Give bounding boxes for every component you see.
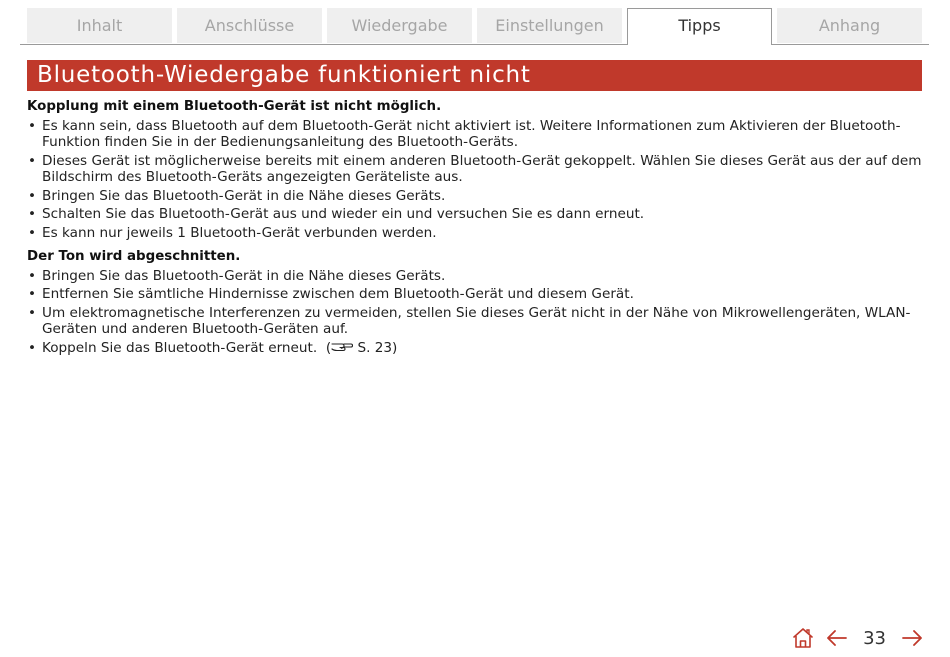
arrow-right-icon[interactable]	[900, 626, 924, 650]
home-icon[interactable]	[791, 626, 815, 650]
page-title: Bluetooth-Wiedergabe funktioniert nicht	[27, 60, 922, 91]
list-item: • Es kann sein, dass Bluetooth auf dem Bluetooth-Gerät nicht aktiviert ist. Weitere Informationen zum Aktivieren der Bluetooth-Funktion finden Sie in der Bedienungsanleitung des Bluetooth-Geräts.	[27, 118, 927, 151]
tab-inhalt[interactable]: Inhalt	[27, 8, 172, 43]
list-item: • Bringen Sie das Bluetooth-Gerät in die Nähe dieses Geräts.	[27, 268, 927, 285]
tab-tipps[interactable]: Tipps	[627, 8, 772, 45]
tab-einstellungen[interactable]: Einstellungen	[477, 8, 622, 43]
list-item	[27, 340, 927, 357]
arrow-left-icon[interactable]	[825, 626, 849, 650]
page-reference-text: S. 23	[357, 339, 393, 356]
section-heading-sound-dropout: Der Ton wird abgeschnitten.	[27, 249, 241, 264]
tab-anschluesse[interactable]: Anschlüsse	[177, 8, 322, 43]
sound-tips-list	[27, 268, 927, 357]
page-footer	[791, 623, 924, 653]
pointing-hand-icon	[331, 340, 353, 356]
tab-anhang[interactable]: Anhang	[777, 8, 922, 43]
list-item: • Entfernen Sie sämtliche Hindernisse zwischen dem Bluetooth-Gerät und diesem Gerät.	[27, 286, 927, 303]
page-number: 33	[863, 627, 886, 649]
list-item: • Es kann nur jeweils 1 Bluetooth-Gerät verbunden werden.	[27, 225, 927, 242]
tab-wiedergabe[interactable]: Wiedergabe	[327, 8, 472, 43]
list-item: • Bringen Sie das Bluetooth-Gerät in die Nähe dieses Geräts.	[27, 188, 927, 205]
pairing-tips-list	[27, 118, 927, 242]
section-heading-pairing: Kopplung mit einem Bluetooth-Gerät ist nicht möglich.	[27, 99, 442, 114]
page-reference-link[interactable]: ( S. 23)	[321, 339, 398, 356]
list-item: • Dieses Gerät ist möglicherweise bereits mit einem anderen Bluetooth-Gerät gekoppelt. Wählen Sie dieses Gerät aus der auf dem Bildschirm des Bluetooth-Geräts angezeigten Geräteliste aus.	[27, 153, 927, 186]
list-item: • Schalten Sie das Bluetooth-Gerät aus und wieder ein und versuchen Sie es dann erneut.	[27, 206, 927, 223]
tab-bar	[20, 8, 929, 45]
main-content	[27, 99, 927, 358]
list-item: • Um elektromagnetische Interferenzen zu vermeiden, stellen Sie dieses Gerät nicht in der Nähe von Mikrowellengeräten, WLAN-Geräten und anderen Bluetooth-Geräten auf.	[27, 305, 927, 338]
list-item-text: Koppeln Sie das Bluetooth-Gerät erneut.	[42, 339, 318, 356]
